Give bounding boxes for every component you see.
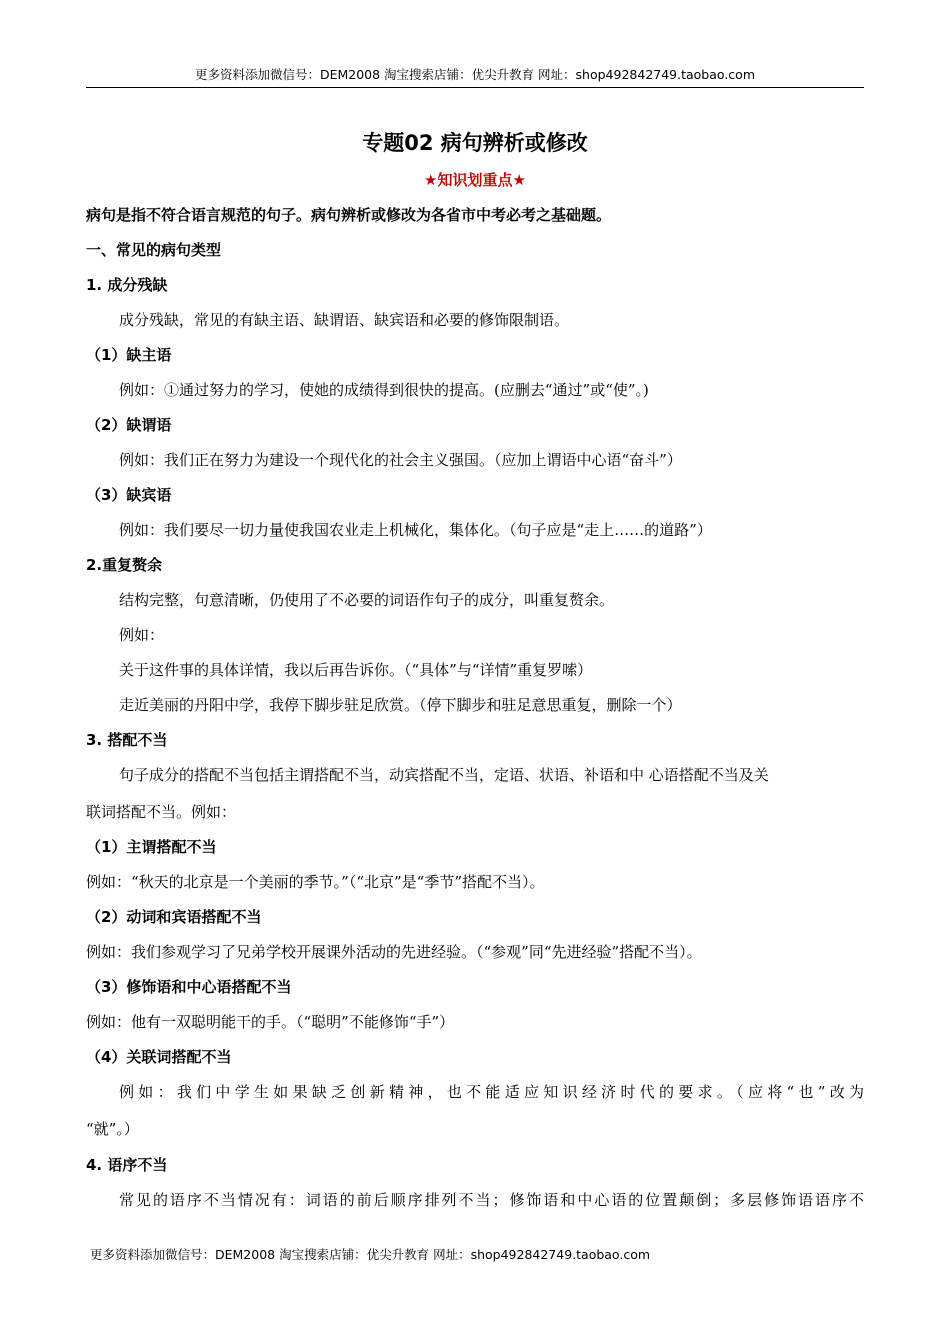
s3-sub4-title: （4）关联词搭配不当: [86, 1048, 232, 1066]
s3-sub2-title: （2）动词和宾语搭配不当: [86, 908, 262, 926]
s1-heading: 1. 成分残缺: [86, 276, 168, 294]
s3-sub3-title: （3）修饰语和中心语搭配不当: [86, 978, 292, 996]
s1-sub1-title: （1）缺主语: [86, 346, 172, 364]
s2-description: 结构完整，句意清晰，仍使用了不必要的词语作句子的成分，叫重复赘余。: [119, 591, 615, 609]
s3-description-line2: 联词搭配不当。例如：: [86, 803, 237, 821]
s3-description-line1: 句子成分的搭配不当包括主谓搭配不当，动宾搭配不当，定语、状语、补语和中 心语搭配不当及关: [119, 766, 769, 784]
s4-heading: 4. 语序不当: [86, 1156, 168, 1174]
s1-sub1-example: 例如：①通过努力的学习，使她的成绩得到很快的提高。(应删去“通过”或“使”。): [119, 381, 649, 399]
page-header: 更多资料添加微信号：DEM2008 淘宝搜索店铺：优尖升教育 网址：shop492842749.taobao.com: [86, 62, 864, 88]
page-title: 专题02 病句辨析或修改: [362, 131, 588, 155]
s3-sub1-title: （1）主谓搭配不当: [86, 838, 217, 856]
s3-sub4-example-line1: 例如：我们中学生如果缺乏创新精神，也不能适应知识经济时代的要求。（应将“也”改为: [119, 1083, 864, 1101]
s3-sub4-example-line2: “就”。）: [86, 1120, 139, 1138]
page-subtitle: ★知识划重点★: [424, 171, 526, 189]
s2-heading: 2.重复赘余: [86, 556, 163, 574]
page-footer: 更多资料添加微信号：DEM2008 淘宝搜索店铺：优尖升教育 网址：shop492842749.taobao.com: [90, 1247, 651, 1262]
s3-sub1-example: 例如：“秋天的北京是一个美丽的季节。”（“北京”是“季节”搭配不当）。: [86, 873, 545, 891]
s1-sub3-title: （3）缺宾语: [86, 486, 172, 504]
s3-sub3-example: 例如：他有一双聪明能干的手。（“聪明”不能修饰“手”）: [86, 1013, 455, 1031]
s3-heading: 3. 搭配不当: [86, 731, 168, 749]
s2-example-2: 走近美丽的丹阳中学，我停下脚步驻足欣赏。（停下脚步和驻足意思重复，删除一个）: [119, 696, 682, 714]
intro-paragraph: 病句是指不符合语言规范的句子。病句辨析或修改为各省市中考必考之基础题。: [86, 206, 612, 224]
s1-sub3-example: 例如：我们要尽一切力量使我国农业走上机械化，集体化。（句子应是“走上……的道路”）: [119, 521, 712, 539]
s3-sub2-example: 例如：我们参观学习了兄弟学校开展课外活动的先进经验。（“参观”同“先进经验”搭配不当）。: [86, 943, 702, 961]
s4-description-line1: 常见的语序不当情况有：词语的前后顺序排列不当；修饰语和中心语的位置颠倒；多层修饰语语序不: [119, 1191, 864, 1209]
section-heading: 一、常见的病句类型: [86, 241, 222, 259]
s1-description: 成分残缺，常见的有缺主语、缺谓语、缺宾语和必要的修饰限制语。: [119, 311, 570, 329]
s2-example-label: 例如：: [119, 626, 165, 644]
s1-sub2-example: 例如：我们正在努力为建设一个现代化的社会主义强国。（应加上谓语中心语“奋斗”）: [119, 451, 682, 469]
s1-sub2-title: （2）缺谓语: [86, 416, 172, 434]
s2-example-1: 关于这件事的具体详情，我以后再告诉你。（“具体”与“详情”重复罗嗦）: [119, 661, 593, 679]
